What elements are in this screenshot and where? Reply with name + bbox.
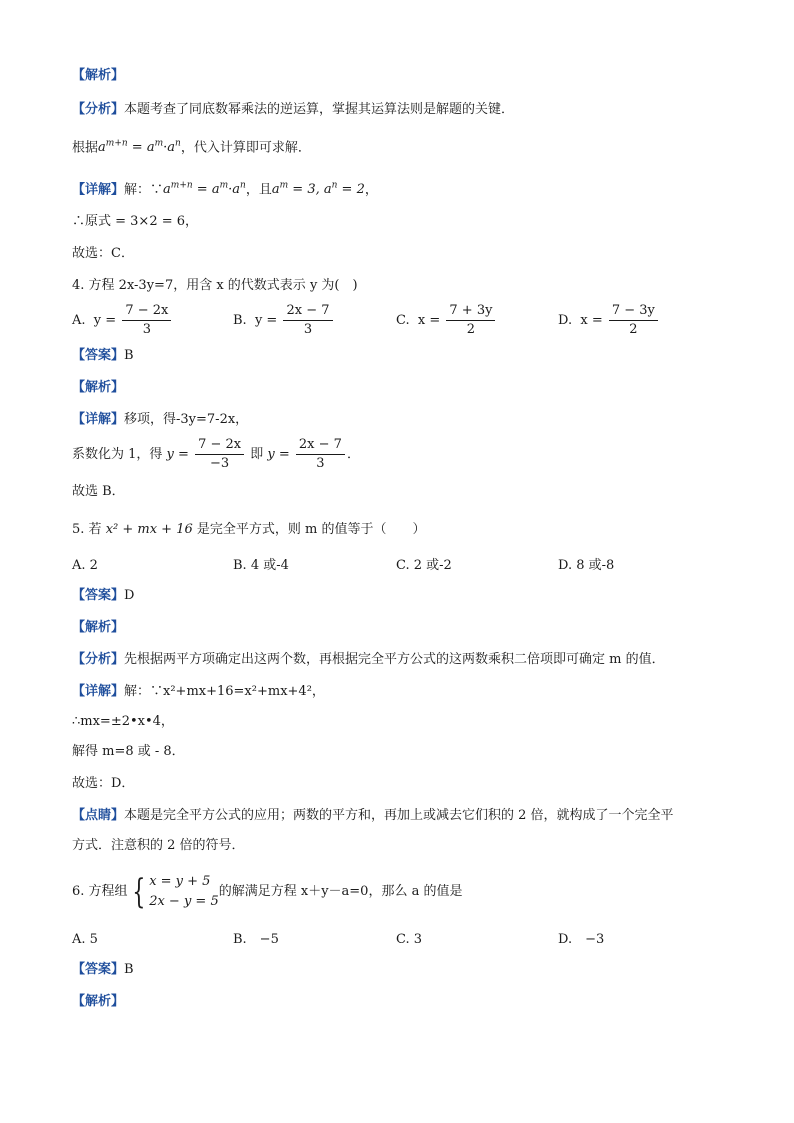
xiangjie-label: 【详解】 <box>72 684 125 699</box>
fraction-den: 3 <box>316 456 325 471</box>
xiangjie-mid: ，且 <box>245 182 272 198</box>
exponent-formula: $a^{m+n} = a^m\cdot a^n$ <box>98 139 181 156</box>
fraction-den: 2 <box>466 322 476 337</box>
q5-dianjing-cont: 方式．注意积的 2 倍的符号． <box>72 838 245 853</box>
option-fraction <box>283 302 332 339</box>
option-letter: C. <box>396 313 410 328</box>
fraction-den: −3 <box>209 456 230 471</box>
genju-rest: ，代入计算即可求解． <box>180 140 311 156</box>
xiangjie-text: 移项，得-3y=7-2x， <box>124 412 249 427</box>
xishu-lhs-2: y = <box>267 447 290 462</box>
xiangjie-end: ， <box>364 182 378 198</box>
q4-stem: 4. 方程 2x-3y=7，用含 x 的代数式表示 y 为( ) <box>72 278 358 293</box>
xiangjie-formula: $a^{m+n} = a^m\cdot a^n$ <box>163 181 246 198</box>
fraction-den: 2 <box>629 322 638 337</box>
xiangjie-cond: $a^m = 3$, $a^n = 2$ <box>271 181 365 198</box>
q5-guxuan: 故选：D． <box>72 776 135 791</box>
answer-value: D <box>124 588 135 603</box>
q5-detail <box>72 682 325 702</box>
q6-stem-post: 的解满足方程 x＋y－a=0，那么 a 的值是 <box>218 884 463 899</box>
daan-label: 【答案】 <box>72 962 125 977</box>
fraction-num: 7 + 3y <box>446 302 495 321</box>
q5-answer <box>72 586 134 606</box>
option-letter: D. <box>558 313 573 328</box>
xiangjie-text: 解：∵x²+mx+16=x²+mx+4²， <box>124 684 325 699</box>
q4-option-a[interactable] <box>72 302 173 339</box>
q5-analysis <box>72 650 665 670</box>
xishu-ji: 即 <box>250 447 264 462</box>
option-fraction <box>122 302 171 339</box>
option-lhs: y = <box>93 313 117 328</box>
fraction-num: 7 − 2x <box>122 302 171 321</box>
q6-option-c[interactable]: C. 3 <box>396 932 423 947</box>
q6-stem-pre: 6. 方程组 <box>72 884 128 899</box>
xishu-fraction-2 <box>296 436 345 473</box>
fraction-num: 2x − 7 <box>296 436 345 455</box>
q5-stem-post: 是完全平方式，则 m 的值等于（ ） <box>196 522 426 537</box>
q5-option-d[interactable]: D. 8 或-8 <box>558 558 615 573</box>
daan-label: 【答案】 <box>72 588 125 603</box>
fenxi-text: 本题考查了同底数幂乘法的逆运算，掌握其运算法则是解题的关键． <box>124 102 515 117</box>
q4-jiexi <box>72 378 124 398</box>
yuanshi-line: ∴原式 = 3×2 = 6， <box>72 214 199 229</box>
q5-stem-pre: 5. 若 <box>72 522 102 537</box>
jiexi-label: 【解析】 <box>72 994 125 1009</box>
detail-line-1 <box>72 176 378 200</box>
option-fraction <box>446 302 495 339</box>
q4-option-c[interactable] <box>396 302 497 339</box>
jiexi-label: 【解析】 <box>72 620 125 635</box>
answer-value: B <box>124 348 134 363</box>
equation-1: x = y + 5 <box>149 874 211 889</box>
xiangjie-label: 【详解】 <box>72 412 125 427</box>
fraction-num: 7 − 3y <box>609 302 658 321</box>
fenxi-label: 【分析】 <box>72 652 125 667</box>
option-letter: A. <box>72 313 86 328</box>
xishu-pre: 系数化为 1，得 <box>72 447 163 462</box>
daan-label: 【答案】 <box>72 348 125 363</box>
q5-option-c[interactable]: C. 2 或-2 <box>396 558 452 573</box>
q4-guxuan: 故选 B． <box>72 484 125 499</box>
genju-text: 根据 <box>72 140 99 156</box>
fraction-den: 3 <box>142 322 151 337</box>
fraction-den: 3 <box>303 322 313 337</box>
dianjing-text: 本题是完全平方公式的应用；两数的平方和，再加上或减去它们积的 2 倍，就构成了一个完全平 <box>124 808 674 823</box>
q6-option-b[interactable]: B. −5 <box>233 932 279 947</box>
q6-stem <box>72 872 462 912</box>
q5-option-a[interactable]: A. 2 <box>72 558 98 573</box>
genju-line <box>72 134 311 158</box>
q5-stem <box>72 520 425 540</box>
jiexi-label: 【解析】 <box>72 68 125 83</box>
q4-coefficient-line <box>72 436 360 473</box>
q6-option-a[interactable]: A. 5 <box>72 932 98 947</box>
q5-jiexi <box>72 618 124 638</box>
analysis-paragraph-1 <box>72 100 514 120</box>
equation-system <box>149 872 219 912</box>
option-lhs: x = <box>417 313 441 328</box>
xishu-end: ． <box>346 447 360 462</box>
option-fraction <box>609 302 658 339</box>
q6-jiexi <box>72 992 124 1012</box>
q5-dianjing <box>72 806 674 826</box>
fenxi-text: 先根据两平方项确定出这两个数，再根据完全平方公式的这两数乘积二倍项即可确定 m 的值． <box>124 652 665 667</box>
equation-2: 2x − y = 5 <box>149 894 219 909</box>
left-brace: { <box>131 872 145 912</box>
q6-option-d[interactable]: D. −3 <box>558 932 605 947</box>
q5-step-3: 解得 m=8 或 - 8． <box>72 744 185 759</box>
q4-option-d[interactable] <box>558 302 660 339</box>
fraction-num: 2x − 7 <box>283 302 332 321</box>
q4-answer <box>72 346 134 366</box>
fenxi-label: 【分析】 <box>72 102 125 117</box>
xiangjie-label: 【详解】 <box>72 182 125 198</box>
option-lhs: y = <box>254 313 278 328</box>
q4-detail <box>72 410 248 430</box>
q5-expression: x² + mx + 16 <box>105 522 193 537</box>
xishu-lhs-1: y = <box>166 447 189 462</box>
xishu-fraction-1 <box>195 436 244 473</box>
q4-option-b[interactable] <box>233 302 335 339</box>
q5-step-2: ∴mx=±2•x•4， <box>72 714 174 729</box>
guxuan-line-1: 故选：C． <box>72 246 134 261</box>
xiangjie-pre: 解：∵ <box>124 182 164 198</box>
analysis-heading-1 <box>72 66 124 86</box>
answer-value: B <box>124 962 134 977</box>
fraction-num: 7 − 2x <box>195 436 244 455</box>
q5-option-b[interactable]: B. 4 或-4 <box>233 558 289 573</box>
jiexi-label: 【解析】 <box>72 380 125 395</box>
dianjing-label: 【点睛】 <box>72 808 125 823</box>
q6-answer <box>72 960 134 980</box>
option-letter: B. <box>233 313 247 328</box>
option-lhs: x = <box>580 313 603 328</box>
